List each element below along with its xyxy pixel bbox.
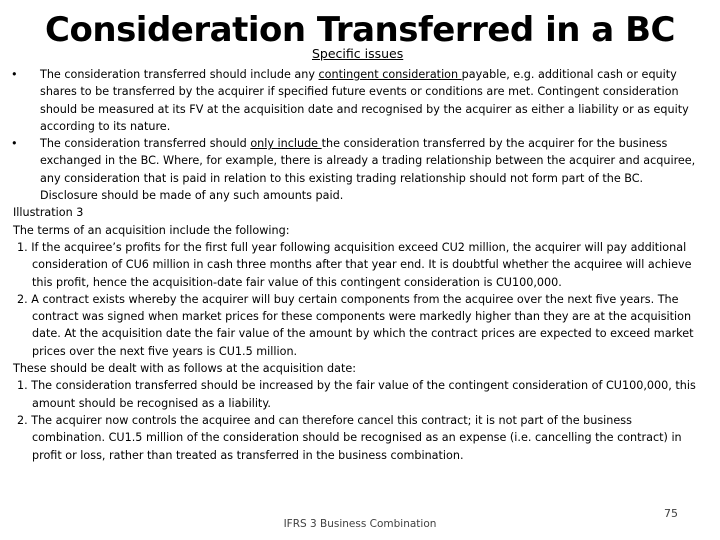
- bullet-marker: •: [11, 68, 18, 81]
- bullet-text: payable, e.g. additional cash or equity shares to be transferred by the acquirer if specified future events or conditions are met. Contingent consideration should be measured at its FV at the acquisition date and recognised by the acquirer as either a liability or as equity according to its nature.: [40, 68, 689, 133]
- illustration-heading: Illustration 3: [13, 206, 84, 220]
- bullet-only-include: [13, 135, 703, 204]
- bullet-emphasis: only include: [250, 137, 322, 151]
- slide-footer: IFRS 3 Business Combination: [283, 518, 437, 530]
- term-item: 1. If the acquiree’s profits for the first full year following acquisition exceed CU2 million, the acquirer will pay additional consideration of CU6 million in cash three months after that year end. It is doubtful whether the acquiree will achieve this profit, hence the acquisition-date fair value of this contingent consideration is CU100,000.: [17, 240, 692, 289]
- bullet-text: The consideration transferred should include any: [40, 68, 319, 81]
- slide-subtitle: Specific issues: [312, 46, 404, 61]
- bullet-text: The consideration transferred should: [40, 137, 251, 151]
- page-number: 75: [664, 507, 678, 520]
- slide-body: [13, 66, 703, 464]
- bullet-marker: •: [11, 137, 18, 151]
- term-item: 2. A contract exists whereby the acquirer will buy certain components from the acquiree over the next five years. The contract was signed when market prices for these components were markedly higher than they are at the acquisition date. At the acquisition date the fair value of the amount by which the contract prices are expected to exceed market prices over the next five years is CU1.5 million.: [17, 292, 694, 358]
- terms-intro: The terms of an acquisition include the following:: [13, 223, 290, 237]
- bullet-text: the consideration transferred by the acquirer for the business exchanged in the BC. Where, for example, there is already a trading relationship between the acquirer and acquiree, any consideration that is paid in relation to this existing trading relationship should not form part of the BC. Disclosure should be made of any such amounts paid.: [40, 137, 696, 203]
- answer-item: 2. The acquirer now controls the acquiree and can therefore cancel this contract; it is not part of the business combination. CU1.5 million of the consideration should be recognised as an expense (i.e. cancelling the contract) in profit or loss, rather than treated as transferred in the business combination.: [17, 413, 682, 462]
- bullet-contingent-consideration: [13, 66, 703, 135]
- bullet-emphasis: contingent consideration: [318, 68, 462, 81]
- answer-item: 1. The consideration transferred should be increased by the fair value of the contingent consideration of CU100,000, this amount should be recognised as a liability.: [17, 379, 696, 410]
- dealt-intro: These should be dealt with as follows at the acquisition date:: [13, 362, 356, 376]
- slide-title: Consideration Transferred in a BC: [45, 10, 675, 50]
